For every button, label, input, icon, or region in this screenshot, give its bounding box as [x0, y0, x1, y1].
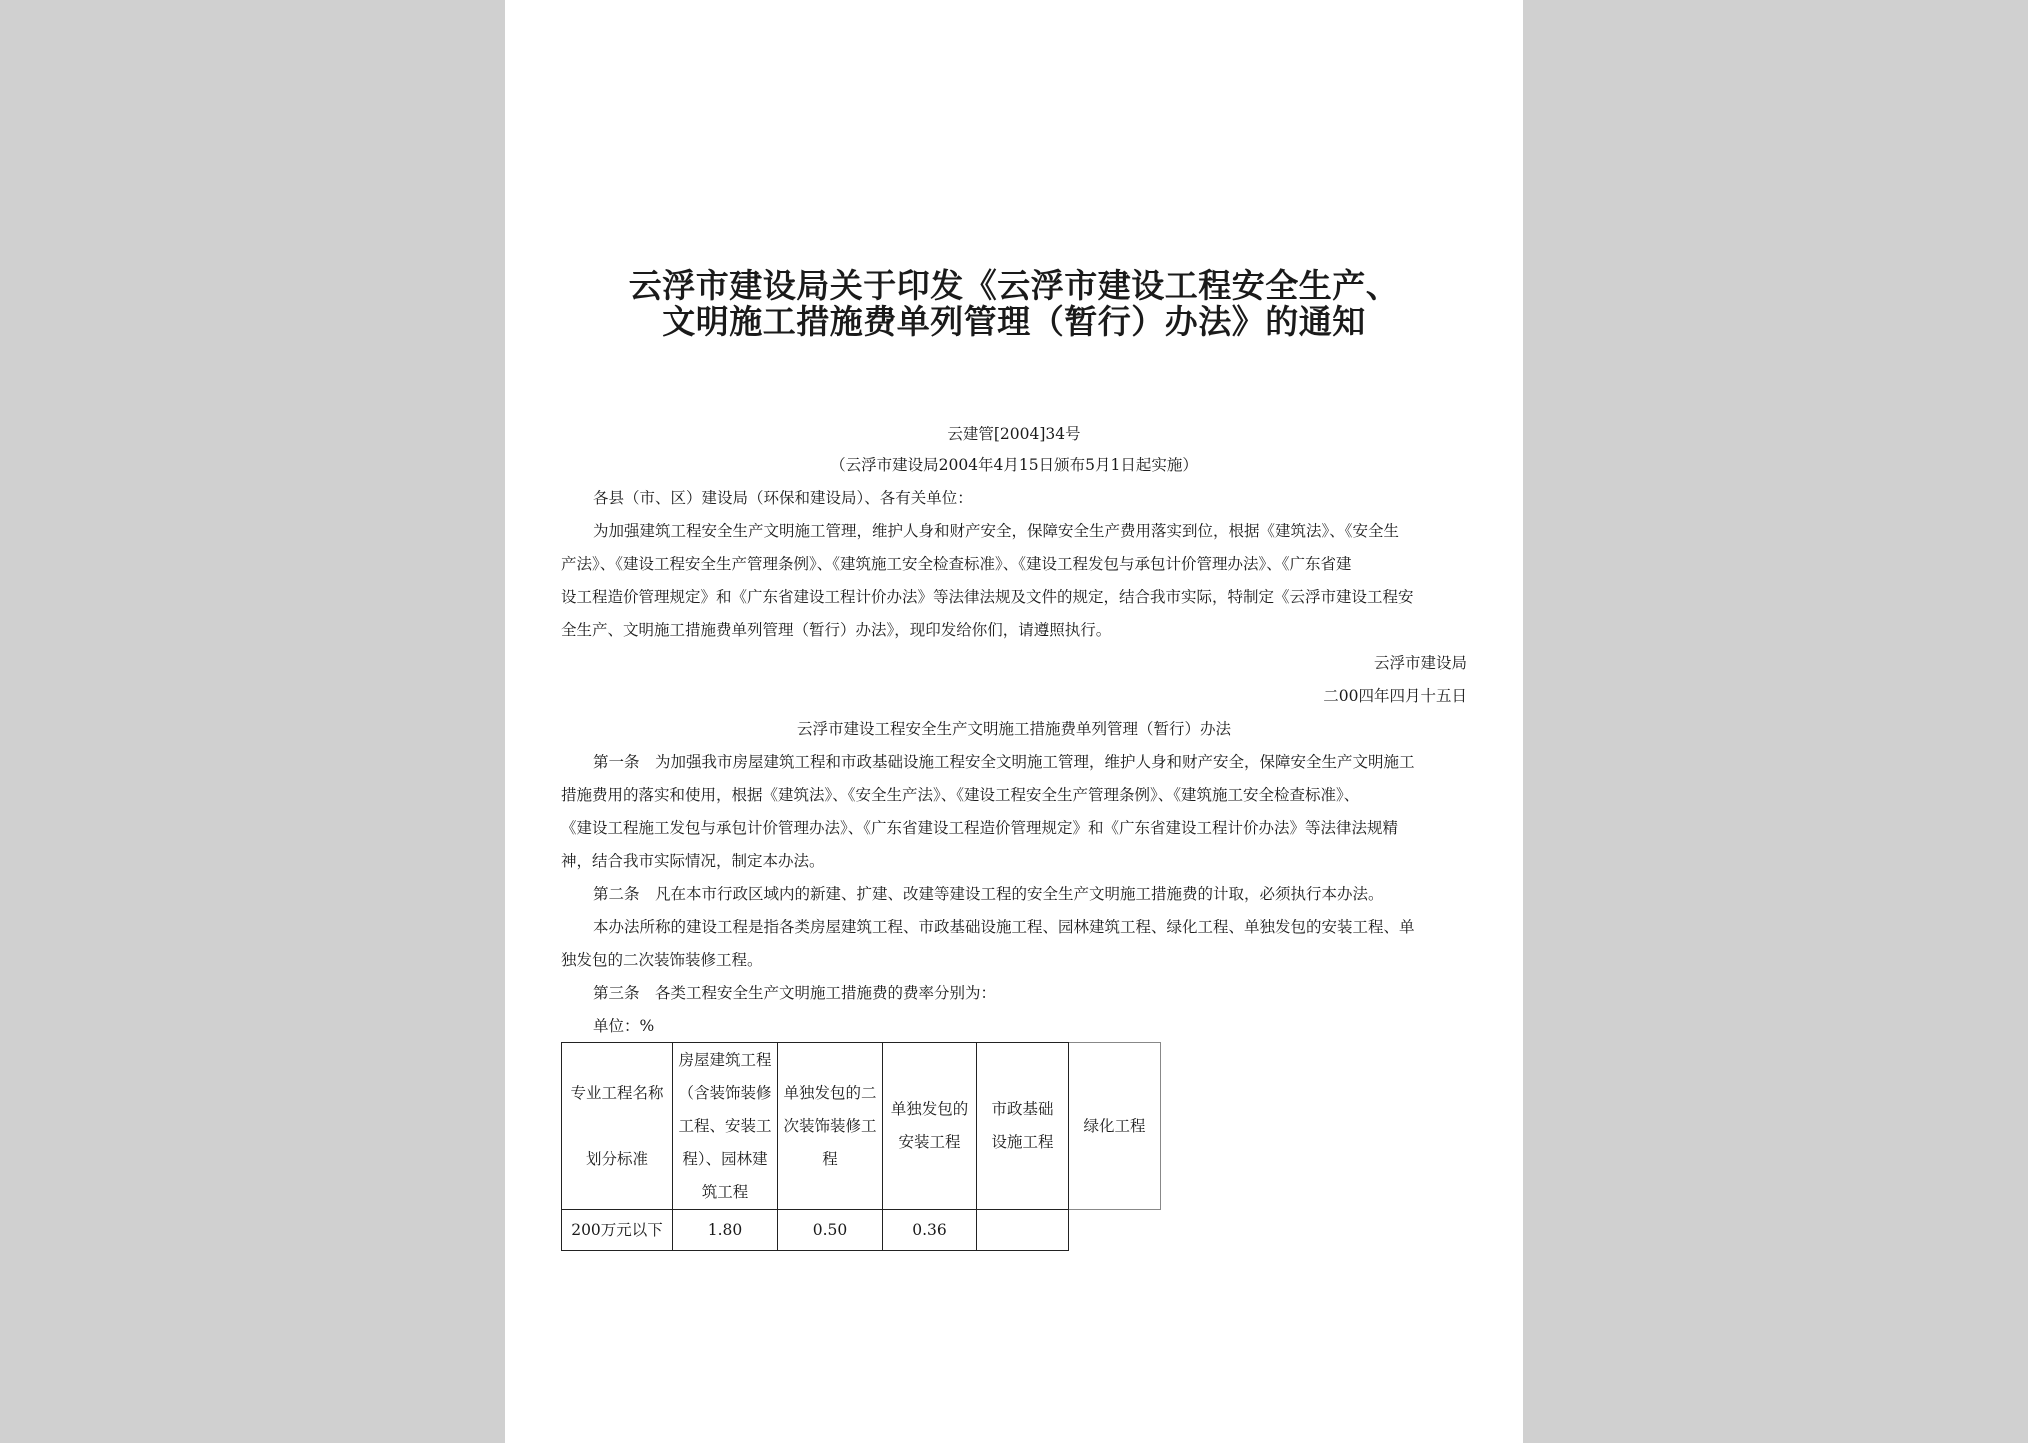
article-1-line: 《建设工程施工发包与承包计价管理办法》、《广东省建设工程造价管理规定》和《广东省建设工程计价办法》等法律法规精	[561, 819, 1399, 837]
article-1-line: 措施费用的落实和使用，根据《建筑法》、《安全生产法》、《建设工程安全生产管理条例》、《建筑施工安全检查标准》、	[561, 786, 1360, 804]
rate-cell: 0.50	[778, 1210, 883, 1251]
header-text: 设施工程	[991, 1133, 1054, 1151]
document-title-line-1: 云浮市建设局关于印发《云浮市建设工程安全生产、	[628, 266, 1400, 305]
article-2-note-line: 本办法所称的建设工程是指各类房屋建筑工程、市政基础设施工程、园林建筑工程、绿化工程、单独发包的安装工程、单	[593, 918, 1415, 936]
header-text: 程	[822, 1149, 838, 1168]
signature-org: 云浮市建设局	[1373, 654, 1467, 672]
issue-note: （云浮市建设局2004年4月15日颁布5月1日起实施）	[830, 456, 1198, 474]
header-cell	[778, 1043, 883, 1210]
paragraph-line: 设工程造价管理规定》和《广东省建设工程计价办法》等法律法规及文件的规定，结合我市实际，特制定《云浮市建设工程安	[561, 588, 1414, 606]
article-1-line: 神，结合我市实际情况，制定本办法。	[561, 852, 825, 870]
table-row	[562, 1210, 1161, 1251]
article-3: 第三条 各类工程安全生产文明施工措施费的费率分别为：	[593, 984, 997, 1002]
document-number: 云建管[2004]34号	[947, 425, 1081, 443]
header-text: （含装饰装修	[678, 1083, 772, 1102]
header-text: 划分标准	[585, 1149, 648, 1168]
paragraph-line: 产法》、《建设工程安全生产管理条例》、《建筑施工安全检查标准》、《建设工程发包与承包计价管理办法》、《广东省建	[561, 555, 1352, 573]
header-cell	[977, 1043, 1069, 1210]
header-text: 单独发包的	[890, 1100, 969, 1118]
article-2-note-line: 独发包的二次装饰装修工程。	[561, 951, 763, 969]
header-text	[562, 1110, 672, 1143]
article-1-line: 第一条 为加强我市房屋建筑工程和市政基础设施工程安全文明施工管理，维护人身和财产安全，保障安全生产文明施工	[593, 753, 1415, 771]
header-cell	[1069, 1043, 1161, 1210]
header-text: 安装工程	[898, 1133, 961, 1151]
row-label-cell: 200万元以下	[562, 1210, 673, 1251]
rate-cell: 0.36	[883, 1210, 977, 1251]
rate-cell	[977, 1210, 1069, 1251]
header-text: 房屋建筑工程	[678, 1050, 772, 1069]
document-page	[505, 0, 1523, 1443]
article-2: 第二条 凡在本市行政区域内的新建、扩建、改建等建设工程的安全生产文明施工措施费的计取，必须执行本办法。	[593, 885, 1384, 903]
signature-date: 二00四年四月十五日	[1323, 687, 1467, 705]
header-text: 绿化工程	[1083, 1116, 1146, 1135]
regulation-subtitle: 云浮市建设工程安全生产文明施工措施费单列管理（暂行）办法	[796, 720, 1231, 738]
header-text: 筑工程	[701, 1182, 749, 1201]
header-text: 单独发包的二	[783, 1083, 877, 1102]
paragraph-line: 为加强建筑工程安全生产文明施工管理，维护人身和财产安全，保障安全生产费用落实到位，根据《建筑法》、《安全生	[593, 522, 1400, 540]
rate-table	[561, 1042, 1161, 1251]
document-title-line-2: 文明施工措施费单列管理（暂行）办法》的通知	[662, 302, 1366, 341]
empty-cell	[1069, 1210, 1161, 1251]
addressee: 各县（市、区）建设局（环保和建设局）、各有关单位：	[593, 489, 973, 507]
paragraph-line: 全生产、文明施工措施费单列管理（暂行）办法》，现印发给你们，请遵照执行。	[561, 621, 1112, 639]
header-text: 程）、园林建	[682, 1149, 768, 1168]
header-text: 次装饰装修工	[783, 1116, 877, 1135]
header-text: 专业工程名称	[570, 1083, 664, 1102]
header-text: 工程、安装工	[678, 1116, 772, 1135]
header-cell	[883, 1043, 977, 1210]
header-cell	[562, 1043, 673, 1210]
header-cell	[673, 1043, 778, 1210]
table-header-row	[562, 1043, 1161, 1210]
unit-label: 单位：%	[593, 1017, 655, 1035]
header-text: 市政基础	[991, 1100, 1054, 1118]
rate-cell: 1.80	[673, 1210, 778, 1251]
